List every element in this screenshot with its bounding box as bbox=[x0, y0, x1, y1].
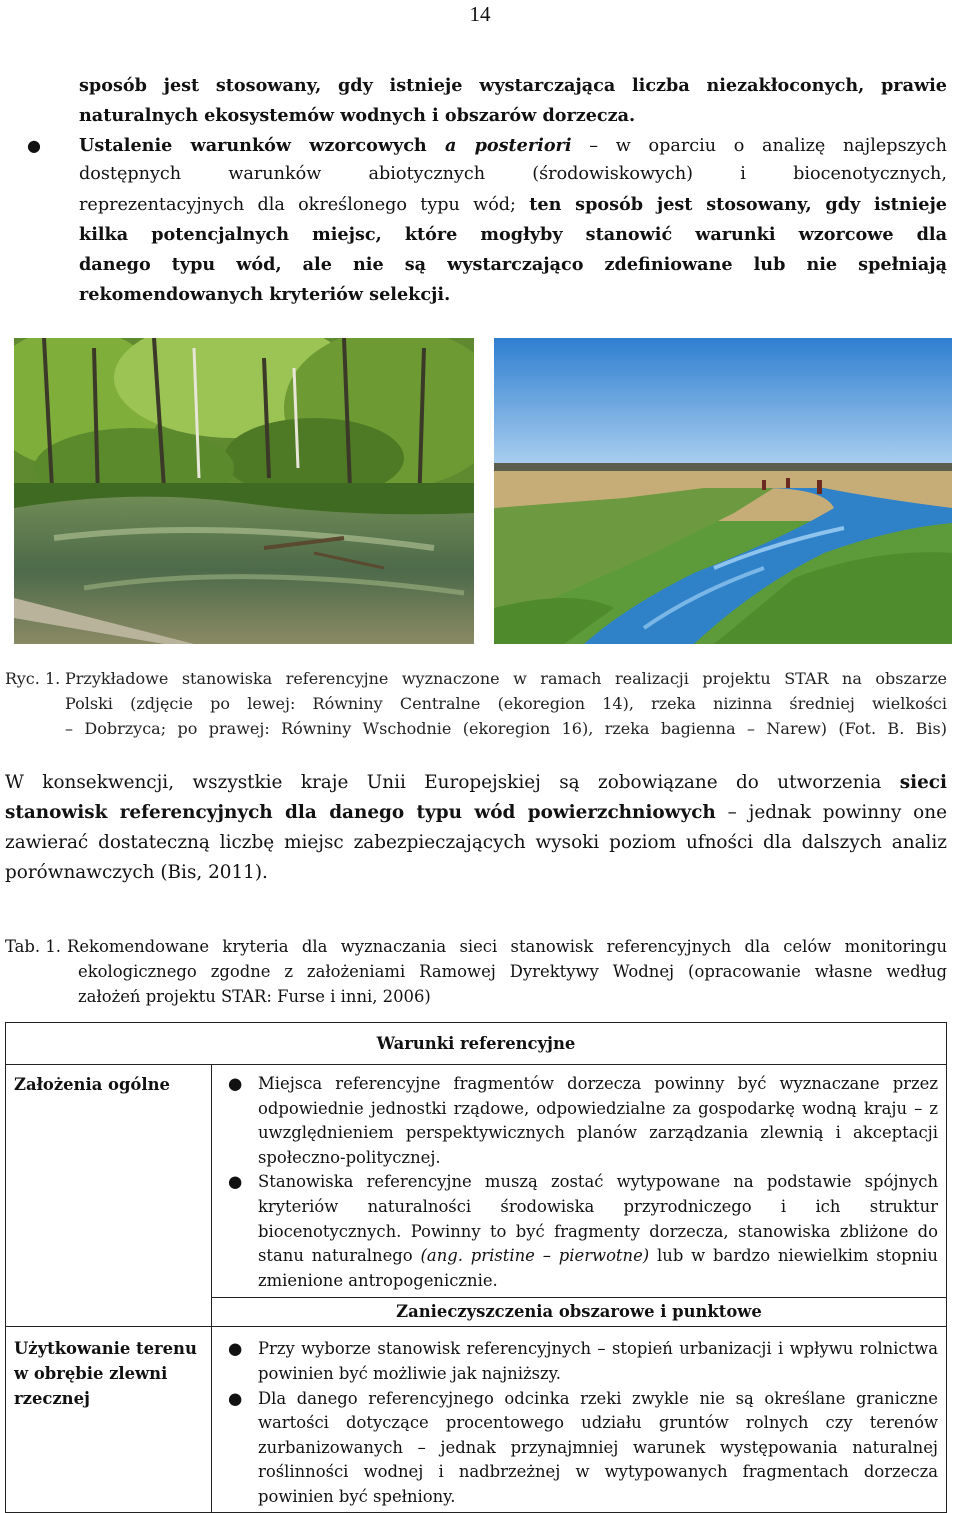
text: reprezentacyjnych dla określonego typu wód; bbox=[79, 195, 530, 216]
row-cell-general bbox=[212, 1065, 947, 1298]
row-head-land-use: Użytkowanie terenu w obrębie zlewni rzecznej bbox=[6, 1327, 212, 1512]
bullet-item-2-line-1 bbox=[27, 131, 947, 161]
table-row bbox=[6, 1065, 947, 1298]
bullet-dot: ● bbox=[228, 1388, 243, 1408]
table-header: Warunki referencyjne bbox=[6, 1023, 947, 1065]
caption-line-1: Przykładowe stanowiska referencyjne wyznaczone w ramach realizacji projektu STAR na obszarze bbox=[65, 669, 947, 688]
table-subheader: Zanieczyszczenia obszarowe i punktowe bbox=[212, 1298, 947, 1327]
list-item: ● Dla danego referencyjnego odcinka rzeki zwykle nie są określane graniczne wartości dotyczące procentowego udziału gruntów rolnych czy terenów zurbanizowanych – jednak przynajmniej warunek występowania naturalnej roślinności wodnej i nadbrzeżnej w wytypowanych fragmentach dorzecza powinien być spełniony. bbox=[228, 1388, 938, 1506]
table-caption-label: Tab. 1. bbox=[5, 937, 61, 956]
photo-forest-river bbox=[14, 338, 474, 644]
tabcap-row-1 bbox=[5, 934, 947, 959]
caption-row-2 bbox=[5, 691, 947, 716]
bold-text: Ustalenie warunków wzorcowych bbox=[79, 134, 445, 156]
bullet-carry-line-1: sposób jest stosowany, gdy istnieje wystarczająca liczba niezakłoconych, prawie bbox=[79, 75, 947, 96]
row-cell-land-use bbox=[212, 1327, 947, 1512]
bullet-item-2-line-5: danego typu wód, ale nie są wystarczająco zdefiniowane lub nie spełniają bbox=[79, 253, 947, 275]
bullet-item-2-line-2: dostępnych warunków abiotycznych (środowiskowych) i biocenotycznych, bbox=[79, 164, 947, 185]
table-caption-line-1: Rekomendowane kryteria dla wyznaczania sieci stanowisk referencyjnych dla celów monitoringu bbox=[67, 937, 947, 956]
page-number: 14 bbox=[469, 2, 491, 26]
caption-row-1 bbox=[5, 666, 947, 691]
caption-line-3: – Dobrzyca; po prawej: Równiny Wschodnie (ekoregion 16), rzeka bagienna – Narew) (Fot. B. Bis) bbox=[65, 719, 947, 738]
bullet-item-2-line-3 bbox=[79, 190, 947, 220]
italic-text: (ang. pristine – pierwotne) bbox=[420, 1246, 650, 1266]
paragraph-line-2 bbox=[5, 798, 947, 828]
text: – jednak powinny one bbox=[715, 802, 947, 823]
italic-text: a posteriori bbox=[444, 134, 572, 156]
table-caption bbox=[5, 934, 947, 1009]
table-header-row bbox=[6, 1023, 947, 1065]
bullet-dot: ● bbox=[228, 1074, 243, 1093]
bold-text: ten sposób jest stosowany, gdy istnieje bbox=[529, 194, 947, 216]
bold-text: sieci bbox=[899, 772, 947, 793]
bullet-dot: ● bbox=[228, 1339, 243, 1359]
bold-text: stanowisk referencyjnych dla danego typu wód powierzchniowych bbox=[5, 802, 716, 823]
bullet-dot: ● bbox=[27, 135, 41, 155]
bullet-dot: ● bbox=[228, 1172, 243, 1192]
criteria-table bbox=[5, 1022, 947, 1513]
list-item: ● Miejsca referencyjne fragmentów dorzecza powinny być wyznaczane przez odpowiednie jednostki rządowe, odpowiedzialne za gospodarkę wodną kraju – z uwzględnieniem perspektywicznych planów zarządzania zlewnią i akceptacji społeczno-politycznej. bbox=[228, 1074, 938, 1167]
table-caption-line-3: założeń projektu STAR: Furse i inni, 2006) bbox=[78, 987, 431, 1006]
row-head-general: Założenia ogólne bbox=[6, 1065, 212, 1298]
text: – w oparciu o analizę najlepszych bbox=[571, 135, 947, 156]
caption-label: Ryc. 1. bbox=[5, 669, 61, 688]
bullet-carry-line-2: naturalnych ekosystemów wodnych i obszarów dorzecza. bbox=[79, 104, 636, 126]
caption-line-2: Polski (zdjęcie po lewej: Równiny Centralne (ekoregion 14), rzeka nizinna średniej wielkości bbox=[65, 694, 947, 713]
list-item: ● Przy wyborze stanowisk referencyjnych – stopień urbanizacji i wpływu rolnictwa powinien być możliwie jak najniższy. bbox=[228, 1339, 938, 1383]
caption-row-3 bbox=[5, 716, 947, 741]
paragraph-line-3: zawierać dostateczną liczbę miejsc zabezpieczających wysoki poziom ufności dla dalszych analiz bbox=[5, 832, 947, 853]
photo-marsh-river bbox=[494, 338, 952, 644]
figure-caption bbox=[5, 666, 947, 741]
list-item: ● Stanowiska referencyjne muszą zostać wytypowane na podstawie spójnych kryteriów naturalności środowiska przyrodniczego i ich struktur biocenotycznych. Powinny to być fragmenty dorzecza, stanowiska zbliżone do stanu naturalnego (ang. pristine – pierwotne) lub w bardzo niewielkim stopniu zmienione antropogenicznie. bbox=[228, 1172, 938, 1290]
body-paragraph bbox=[5, 768, 947, 888]
bullet-item-2-line-6: rekomendowanych kryteriów selekcji. bbox=[79, 283, 451, 305]
table-subheader-row bbox=[6, 1298, 947, 1327]
table-caption-line-2: ekologicznego zgodne z założeniami Ramowej Dyrektywy Wodnej (opracowanie własne według bbox=[78, 962, 947, 981]
table-row bbox=[6, 1327, 947, 1512]
paragraph-line-4: porównawczych (Bis, 2011). bbox=[5, 862, 268, 883]
text: W konsekwencji, wszystkie kraje Unii Europejskiej są zobowiązane do utworzenia bbox=[5, 772, 900, 793]
bullet-list bbox=[27, 71, 947, 309]
bullet-item-2-line-4: kilka potencjalnych miejsc, które mogłyby stanowić warunki wzorcowe dla bbox=[79, 223, 947, 245]
paragraph-line-1 bbox=[5, 768, 947, 798]
